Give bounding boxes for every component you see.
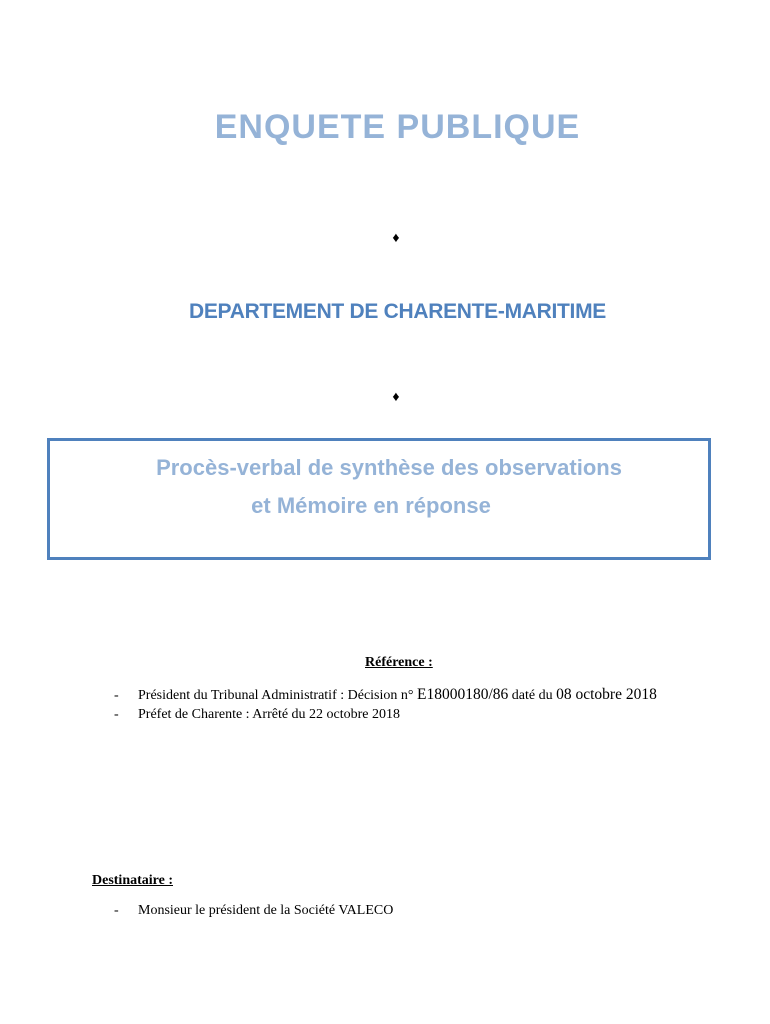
reference-item-text: Préfet de Charente : Arrêté du 22 octobre 2018 [138,707,401,722]
subject-box [47,438,711,560]
recipient-item [114,903,393,919]
subject-line-1: Procès-verbal de synthèse des observations [156,455,622,480]
decision-date: 08 octobre 2018 [556,686,657,703]
list-dash: - [114,688,119,703]
recipient-item-text: Monsieur le président de la Société VALECO [138,903,394,918]
reference-heading: Référence : [365,655,433,670]
reference-item-tribunal [114,686,657,704]
diamond-separator-icon: ♦ [392,231,400,246]
subject-line-2: et Mémoire en réponse [251,493,491,518]
document-title: ENQUETE PUBLIQUE [214,108,581,146]
reference-item-text: Président du Tribunal Administratif : Décision n° [138,688,417,703]
recipient-heading: Destinataire : [92,873,173,888]
reference-item-text: daté du [508,688,557,703]
diamond-separator-icon: ♦ [392,390,400,405]
list-dash: - [114,903,119,918]
list-dash: - [114,707,119,722]
reference-item-prefet [114,707,400,723]
department-heading: DEPARTEMENT DE CHARENTE-MARITIME [188,300,606,323]
decision-number: E18000180/86 [416,686,509,703]
